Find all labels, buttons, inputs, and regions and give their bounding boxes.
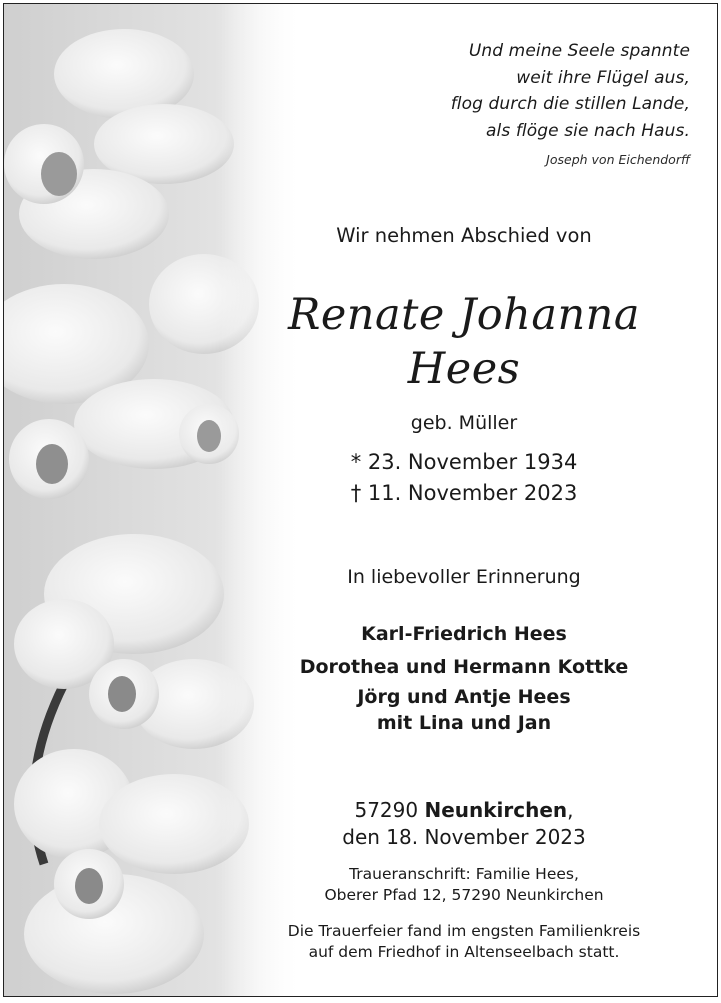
- poem-line: als flöge sie nach Haus.: [486, 120, 690, 141]
- poem-line: weit ihre Flügel aus,: [516, 67, 690, 88]
- mourner: Karl-Friedrich Hees: [361, 623, 567, 645]
- mourning-address: [224, 864, 704, 906]
- memory-line: In liebevoller Erinnerung: [347, 566, 581, 588]
- intro-text: Wir nehmen Abschied von: [336, 224, 592, 247]
- mourner: Dorothea und Hermann Kottke: [299, 656, 629, 678]
- place-and-date: [224, 797, 704, 851]
- deceased-surname: Hees: [407, 344, 521, 394]
- address-line: Traueranschrift: Familie Hees,: [349, 865, 579, 883]
- birth-date: * 23. November 1934: [350, 450, 578, 474]
- postcode: 57290: [354, 798, 419, 822]
- notice-text: [224, 4, 714, 997]
- death-date: † 11. November 2023: [350, 481, 578, 505]
- poem: [451, 38, 690, 144]
- date-line: den 18. November 2023: [342, 825, 586, 849]
- deceased-first-names: Renate Johanna: [287, 290, 641, 340]
- maiden-name: geb. Müller: [410, 412, 518, 434]
- service-note: [224, 921, 704, 963]
- deceased-name: [224, 288, 704, 396]
- address-line: Oberer Pfad 12, 57290 Neunkirchen: [324, 886, 604, 904]
- poem-author: Joseph von Eichendorff: [546, 152, 690, 167]
- mourner: Jörg und Antje Hees: [357, 686, 571, 708]
- service-line: auf dem Friedhof in Altenseelbach statt.: [308, 943, 620, 961]
- mourner: mit Lina und Jan: [376, 712, 552, 734]
- obituary-notice: [3, 3, 718, 997]
- mourners-list: [224, 618, 704, 736]
- town: Neunkirchen: [424, 798, 568, 822]
- service-line: Die Trauerfeier fand im engsten Familienkreis: [287, 922, 641, 940]
- poem-line: Und meine Seele spannte: [468, 41, 690, 61]
- place-line: [224, 797, 704, 824]
- place-comma: ,: [567, 798, 574, 822]
- poem-line: flog durch die stillen Lande,: [450, 94, 690, 114]
